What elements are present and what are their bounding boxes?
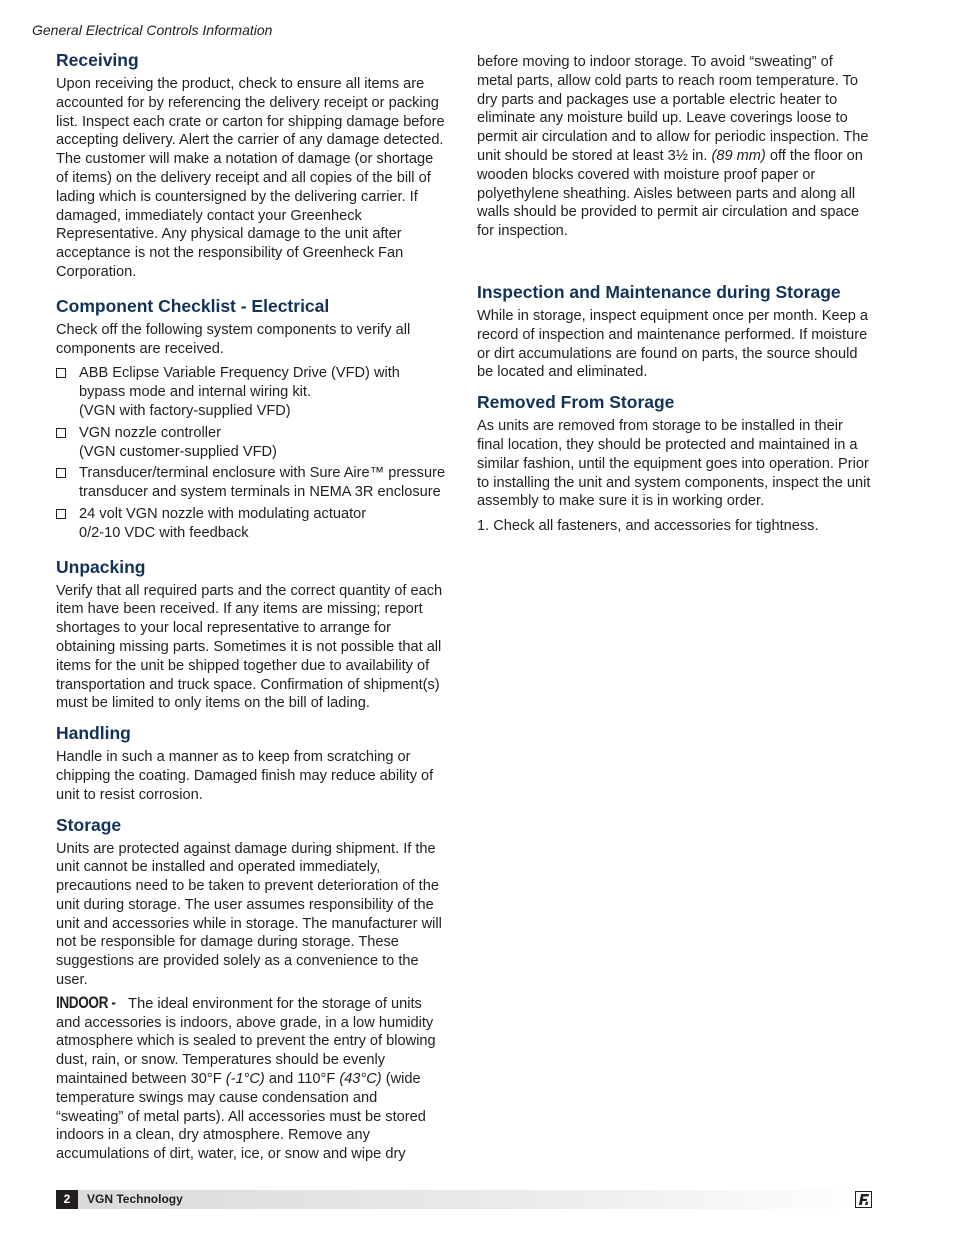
section-unpacking [56, 557, 448, 714]
checklist-intro: Check off the following system components to verify all components are received. [56, 321, 411, 357]
indoor-metric: (-1°C) [225, 1071, 265, 1088]
running-head: General Electrical Controls Information [32, 22, 273, 38]
receiving-body: Upon receiving the product, check to ensure all items are accounted for by referencing the delivery receipt or packing list. Inspect each crate or carton for shipping damage before accepting delivery. Alert the carrier of any damage detected. The customer will make a notation of damage (or shortage of items) on the delivery receipt and all copies of the bill of lading which is countersigned by the delivering carrier. If damaged, immediately contact your Greenheck Representative. Any physical damage to the unit after acceptance is not the responsibility of Greenheck Fan Corporation. [56, 76, 445, 280]
checklist-item-note: 0/2-10 VDC with feedback [79, 524, 249, 541]
section-inspection [477, 282, 872, 382]
removed-steps [477, 517, 872, 536]
indoor-left-clip [56, 994, 448, 1163]
heading-handling: Handling [56, 723, 131, 744]
left-column [56, 50, 448, 1163]
indoor-text: before moving to indoor storage. To avoid “sweating” of metal parts, allow cold parts to reach room temperature. To dry parts and packages use a portable electric heater to eliminate any moisture build up. Leave coverings loose to permit air circulation and to allow for periodic inspection. The unit should be stored at least 3½ in. [477, 53, 869, 164]
indoor-metric: (43°C) [339, 1071, 382, 1088]
storage-indoor-continuation [477, 52, 869, 241]
indoor-text: (wide temperature swings may cause condensation and “sweating” of metal parts). All accessories must be stored indoors in a clean, dry atmosphere. Remove any accumulations of dirt, water, ice, or snow and wipe dry [56, 1071, 426, 1163]
page-number: 2 [56, 1190, 78, 1209]
checkbox-icon[interactable] [56, 468, 66, 478]
removed-body: As units are removed from storage to be installed in their final location, they should be protected and maintained in a similar fashion, until the equipment goes into operation. Prior to installing the unit and system components, inspect the unit assembly to make sure it is in working order. [477, 418, 871, 510]
indoor-label: INDOOR - [56, 993, 116, 1012]
checkbox-icon[interactable] [56, 428, 66, 438]
unpacking-body: Verify that all required parts and the correct quantity of each item have been received. If any items are missing; report shortages to your local representative to arrange for obtaining missing parts. Sometimes it is not possible that all items for the unit be shipped together due to availability of transportation and truck space. Confirmation of shipment(s) must be limited to only items on the bill of lading. [56, 582, 443, 712]
checklist-item[interactable] [56, 505, 448, 543]
checklist-item-note: (VGN with factory-supplied VFD) [79, 402, 291, 419]
section-handling [56, 723, 448, 804]
checklist-item[interactable] [56, 424, 448, 462]
checkbox-icon[interactable] [56, 509, 66, 519]
heading-inspection: Inspection and Maintenance during Storage [477, 282, 841, 302]
right-column [477, 282, 872, 536]
inspection-body: While in storage, inspect equipment once per month. Keep a record of inspection and maintenance performed. If moisture or dirt accumulations are found on parts, the source should be located and eliminated. [477, 308, 869, 381]
checklist-item[interactable] [56, 364, 448, 420]
checklist-item[interactable] [56, 464, 448, 502]
heading-checklist: Component Checklist - Electrical [56, 295, 330, 316]
indoor-text: The ideal environment for the storage of units and accessories is indoors, above grade, in a low humidity atmosphere which is sealed to prevent the entry of blowing dust, rain, or snow. Temperatures should be evenly maintained between 30°F [56, 995, 436, 1088]
section-storage [56, 815, 448, 1164]
checklist-item-note: (VGN customer-supplied VFD) [79, 443, 277, 460]
heading-receiving: Receiving [56, 50, 139, 70]
section-removed [477, 392, 872, 536]
section-checklist [56, 296, 448, 543]
greenheck-logo-icon [855, 1191, 872, 1208]
heading-unpacking: Unpacking [56, 556, 146, 577]
indoor-right-continuation [477, 52, 869, 241]
section-receiving [56, 50, 448, 282]
heading-removed: Removed From Storage [477, 392, 675, 413]
checklist-item-text: VGN nozzle controller [79, 424, 221, 441]
checklist-item-text: ABB Eclipse Variable Frequency Drive (VFD) with bypass mode and internal wiring kit. [79, 365, 400, 401]
heading-storage: Storage [56, 814, 122, 835]
page-footer [56, 1190, 872, 1209]
handling-body: Handle in such a manner as to keep from scratching or chipping the coating. Damaged finish may reduce ability of unit to resist corrosion. [56, 749, 434, 803]
footer-title: VGN Technology [87, 1192, 183, 1206]
indoor-text: off the floor on wooden blocks covered with moisture proof paper or polyethylene sheathing. Aisles between parts and along all walls should be provided to permit air circulation and space for inspection. [477, 147, 863, 240]
checklist-item-text: Transducer/terminal enclosure with Sure Aire™ pressure transducer and system terminals in NEMA 3R enclosure [79, 465, 446, 501]
checklist [56, 364, 448, 542]
storage-body: Units are protected against damage during shipment. If the unit cannot be installed and operated immediately, precautions need to be taken to prevent deterioration of the unit during storage. The user assumes responsibility of the unit and accessories while in storage. The manufacturer will not be responsible for damage during storage. These suggestions are provided solely as a convenience to the user. [56, 840, 442, 989]
storage-indoor-paragraph [56, 994, 448, 1163]
checklist-item-text: 24 volt VGN nozzle with modulating actuator [79, 505, 367, 522]
indoor-text: and 110°F [264, 1071, 340, 1088]
checkbox-icon[interactable] [56, 368, 66, 378]
indoor-metric: (89 mm) [711, 147, 766, 164]
list-item: 1. Check all fasteners, and accessories for tightness. [477, 518, 819, 535]
